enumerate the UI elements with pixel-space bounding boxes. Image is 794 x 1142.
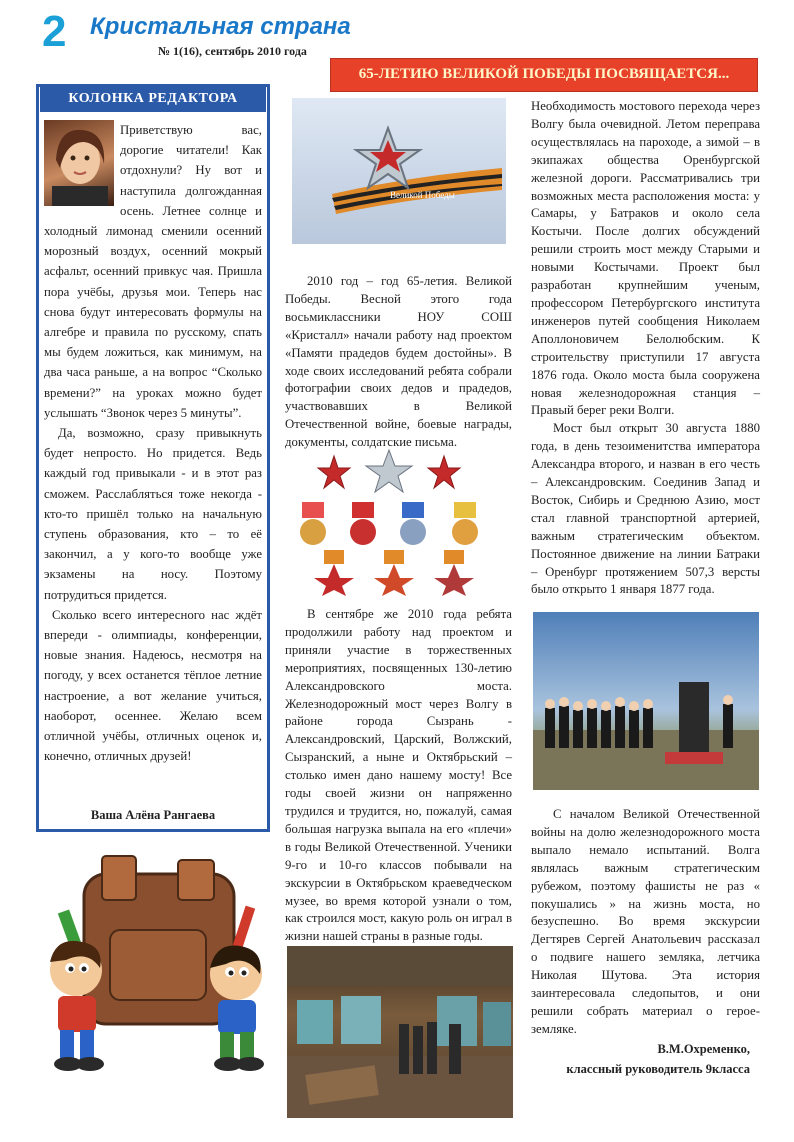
article-paragraph: С началом Великой Отечественной войны на долю железнодорожного моста выпало немало испытаний. Волга являлась важным стратегическим рубежом, поэтому фашисты не раз « покушались » на жизнь моста, но безуспешно. Во время экскурсии Дегтярев Сергей Анатольевич рассказал о подвиге нашего земляка, летчика Николая Шутова. Эта история заинтересовала следопытов, и они решили собрать материал о герое-земляке.	[531, 807, 760, 1036]
article-paragraph: В сентябре же 2010 года ребята продолжили работу над проектом и приняли участие в торжественных мероприятиях, посвященных 130-летию Александровского моста. Железнодорожный мост через Волгу в районе города Сызрань - Александровский, Царский, Волжский, Сызранский, а ныне и Октябрьский – столько имен дано нашему мосту! Все годы своей жизни он напряженно трудился и трудится, но, пожалуй, самая большая нагрузка выпала на его «плечи» в годы Великой Отечественной. Ученики 9-го и 10-го классов побывали на экскурсии в Октябрьском краеведческом музее, во время которой узнали о том, как строился мост, какую роль он играл в жизни нашей страны в разные годы.	[285, 607, 512, 944]
issue-info: № 1(16), сентябрь 2010 года	[158, 44, 307, 58]
museum-excursion-photo	[287, 946, 513, 1118]
author-name: В.М.Охременко,	[657, 1042, 750, 1056]
medals-photo	[294, 446, 504, 596]
article-paragraph: Мост был открыт 30 августа 1880 года, в день тезоименитства императора Александра второго, и назван в его честь – Александровским. Соединив Запад и Восток, Сибирь и Среднюю Азию, мост стал главной транспортной артерией, важным стратегическим объектом. Постоянное движение на линии Батраки – Оренбург протяжением 507,3 версты было открыто 1 января 1877 года.	[531, 421, 760, 597]
article-paragraph: 2010 год – год 65-летия. Великой Победы. Весной этого года восьмиклассники НОУ СОШ «Кристалл» начали работу над проектом «Памяти прадедов будем достойны». В ходе своих исследований ребята собрали фотографии своих дедов и прадедов, участвовавших в Великой Отечественной войне, боевые награды, документы, солдатские письма.	[285, 274, 512, 450]
article-history	[531, 98, 760, 599]
editor-paragraph: Приветствую вас, дорогие читатели! Как отдохнули? Ну вот и наступила долгожданная осень. Летнее солнце и холодный лимонад сменили осенний морозный воздух, осенний мокрый асфальт, осенний привкус чая. Пришла пора учёбы, друзья мои. Теперь нас снова будут интересовать формулы на алгебре и правила по русскому, спать мы будем ложиться, как минимум, на два часа раньше, а на вопрос “Сколько времени?” на уроках можно будет услышать “Звонок через 5 минуты”.	[44, 123, 262, 420]
author-role: классный руководитель 9класса	[566, 1062, 750, 1076]
article-intro	[285, 273, 512, 452]
masthead-title: Кристальная страна	[90, 13, 351, 40]
editor-column-title: КОЛОНКА РЕДАКТОРА	[40, 86, 266, 112]
article-war	[531, 806, 760, 1039]
page-number: 2	[42, 7, 67, 56]
editor-paragraph: Сколько всего интересного нас ждёт впереди - олимпиады, конференции, новые знания. Надеюсь, несмотря на погоду, у всех останется тёплое летние настроение, а вот желание учиться, наоборот, осеннее. Желаю всем отличной учёбы, отличных оценок и, конечно, отличных друзей!	[44, 607, 262, 764]
ribbon-caption: Великой Победы	[390, 190, 455, 200]
editor-signature: Ваша Алёна Рангаева	[90, 808, 216, 822]
article-paragraph: Необходимость мостового перехода через Волгу была очевидной. Летом переправа осуществлялась на пароходе, а зимой – в экипажах общества Оренбургской железной дороги. Рассматривались три возможных места расположения моста: у Самары, у Батраков и около села Костычи. После долгих обсуждений решили строить мост между Старыми и новыми Костычами. Проект был разработан крупнейшим ученым, профессором Петербургского института инженеров путей сообщения Николаем Аполлоновичем Белолюбским. К строительству приступили 17 августа 1876 года. Около моста была сооружена новая железнодорожная станция – Правый берег реки Волги.	[531, 99, 760, 418]
section-banner: 65-ЛЕТИЮ ВЕЛИКОЙ ПОБЕДЫ ПОСВЯЩАЕТСЯ...	[330, 58, 758, 92]
victory-order-photo	[292, 98, 506, 244]
editor-paragraph: Да, возможно, сразу привыкнуть будет непросто. Но придется. Ведь каждый год привыкали - и в этот раз сможем. Расслабляться тоже некогда - кто-то пришёл только на начальную ступень образования, кто – то её закончил, а у кого-то вообще уже экзамены на носу. Поэтому потрудиться придется.	[44, 426, 262, 602]
group-at-monument-photo	[533, 612, 759, 790]
cartoon-kids-backpack	[38, 850, 274, 1075]
photo-spacer	[44, 120, 120, 208]
editor-column-text	[44, 120, 262, 767]
article-bridge	[285, 606, 512, 946]
